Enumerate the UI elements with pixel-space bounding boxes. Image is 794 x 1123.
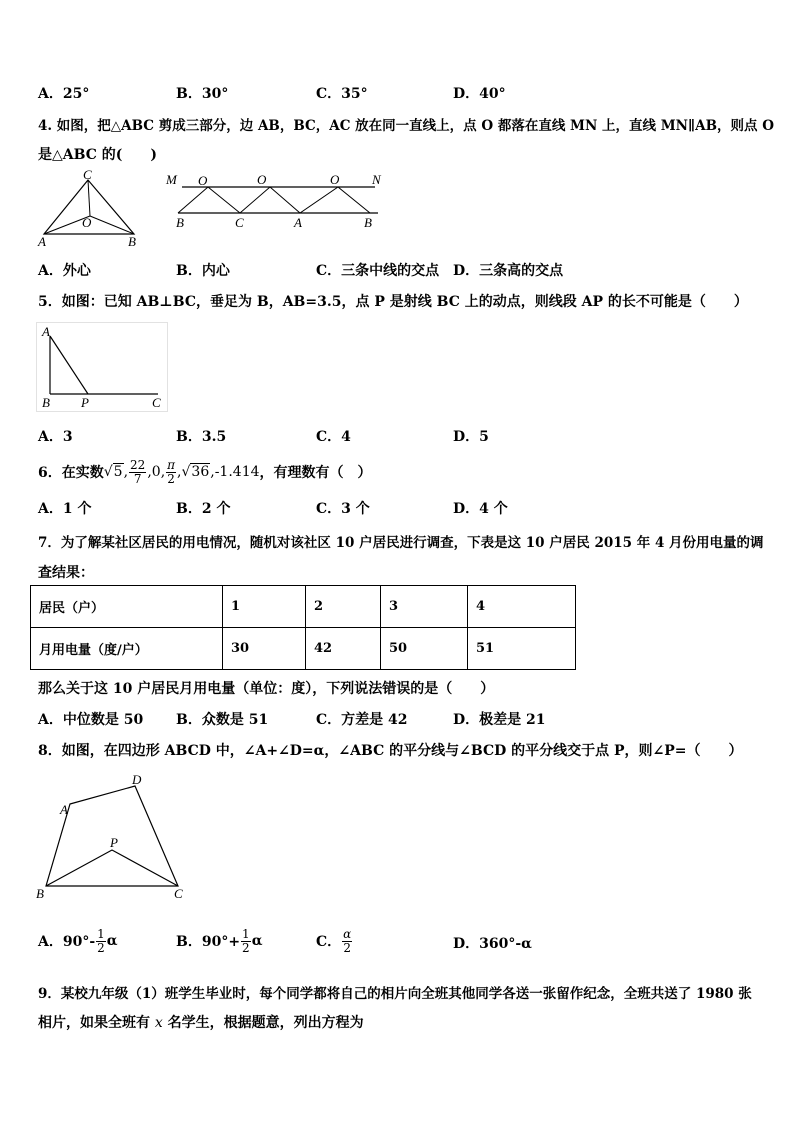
q4-option-b: B．内心 <box>176 263 230 279</box>
q8-fig-label-p: P <box>110 835 118 850</box>
q4-fig2-label-a: A <box>294 215 302 230</box>
q4-stem-line1: 4. 如图，把△ABC 剪成三部分，边 AB，BC，AC 放在同一直线上，点 O 都落在直线 MN 上，直线 MN∥AB，则点 O <box>38 118 774 134</box>
q6-stem: 6．在实数 √5 , $\frac{22}{7}$ , 0 , $\frac{\pi}{2}$ , √36 , -1.414 ，有理数有（ ） <box>38 457 372 486</box>
q6-option-a: A．1 个 <box>38 501 92 517</box>
q5-option-c: C．4 <box>316 429 351 445</box>
q4-fig2-label-o1: O <box>198 173 208 188</box>
table-cell: 居民（户） <box>31 586 223 628</box>
table-row <box>31 628 576 670</box>
q4-fig2-label-o3: O <box>330 172 340 187</box>
q6-option-b: B．2 个 <box>176 501 231 517</box>
q6-frac-pi-2: $\frac{\pi}{2}$ <box>167 457 176 486</box>
table-cell: 50 <box>381 628 468 670</box>
table-cell: 3 <box>381 586 468 628</box>
q4-fig2-label-b1: B <box>176 215 184 230</box>
q7-table <box>30 585 576 670</box>
q4-fig2-label-n: N <box>372 172 381 187</box>
q7-option-d: D．极差是 21 <box>453 712 546 728</box>
q5-option-b: B．3.5 <box>176 429 227 445</box>
q3-option-c: C．35° <box>316 86 368 102</box>
q4-figure-strip <box>160 170 390 232</box>
q7-option-a: A．中位数是 50 <box>38 712 144 728</box>
q5-fig-label-c: C <box>152 395 161 410</box>
q4-fig1-label-c: C <box>83 168 92 182</box>
q4-stem-line2: 是△ABC 的( ) <box>38 147 157 163</box>
q9-stem-line1: 9．某校九年级（1）班学生毕业时，每个同学都将自己的相片向全班其他同学各送一张留作纪念，全班共送了 1980 张 <box>38 986 752 1002</box>
table-cell: 2 <box>306 586 381 628</box>
q7-stem-line1: 7．为了解某社区居民的用电情况，随机对该社区 10 户居民进行调查，下表是这 10 户居民 2015 年 4 月份用电量的调 <box>38 535 764 551</box>
table-cell: 30 <box>223 628 306 670</box>
q4-fig1-label-a: A <box>38 234 46 249</box>
q7-option-c: C．方差是 42 <box>316 712 408 728</box>
q7-stem-line2: 查结果： <box>38 565 94 581</box>
q4-figure-triangle <box>30 168 150 250</box>
q5-fig-label-a: A <box>42 324 50 339</box>
table-cell: 月用电量（度/户） <box>31 628 223 670</box>
table-row <box>31 586 576 628</box>
q7-question: 那么关于这 10 户居民月用电量（单位：度），下列说法错误的是（ ） <box>38 681 495 697</box>
q5-figure <box>36 322 168 412</box>
table-cell: 51 <box>468 628 576 670</box>
q9-stem-line2: 相片，如果全班有 x 名学生，根据题意，列出方程为 <box>38 1015 364 1031</box>
q8-fig-label-d: D <box>132 772 142 787</box>
q4-option-a: A．外心 <box>38 263 91 279</box>
q5-option-a: A．3 <box>38 429 73 445</box>
table-cell: 42 <box>306 628 381 670</box>
q6-sqrt5: 5 <box>113 464 123 480</box>
q4-fig2-label-c: C <box>235 215 244 230</box>
q8-figure <box>30 770 195 905</box>
q8-option-b: B．90°+ $\frac{1}{2}$ α <box>176 926 263 955</box>
q4-fig2-label-o2: O <box>257 172 267 187</box>
q4-option-c: C．三条中线的交点 <box>316 263 440 279</box>
q8-fig-label-c: C <box>174 886 183 901</box>
q3-option-b: B．30° <box>176 86 229 102</box>
q8-fig-label-b: B <box>36 886 44 901</box>
q6-suffix: ，有理数有（ ） <box>259 465 372 481</box>
q6-last-number: -1.414 <box>214 464 260 480</box>
q6-option-c: C．3 个 <box>316 501 370 517</box>
q6-sqrt36: 36 <box>191 464 210 480</box>
q8-option-a: A．90°- $\frac{1}{2}$ α <box>38 926 118 955</box>
table-cell: 1 <box>223 586 306 628</box>
q6-frac-22-7: $\frac{22}{7}$ <box>130 457 146 486</box>
q5-fig-label-b: B <box>42 395 50 410</box>
q5-fig-label-p: P <box>81 395 89 410</box>
q4-option-d: D．三条高的交点 <box>453 263 564 279</box>
q8-stem: 8．如图，在四边形 ABCD 中，∠A+∠D=α，∠ABC 的平分线与∠BCD 的平分线交于点 P，则∠P=（ ） <box>38 743 743 759</box>
q7-option-b: B．众数是 51 <box>176 712 269 728</box>
q4-fig1-label-b: B <box>128 234 136 249</box>
q4-fig2-label-b2: B <box>364 215 372 230</box>
q6-zero: 0 <box>151 464 161 480</box>
q4-fig2-label-m: M <box>166 172 177 187</box>
q8-fig-label-a: A <box>60 802 68 817</box>
q8-option-d: D．360°-α <box>453 936 532 952</box>
table-cell: 4 <box>468 586 576 628</box>
q6-prefix: 6．在实数 <box>38 465 104 481</box>
q5-option-d: D．5 <box>453 429 489 445</box>
q4-fig1-label-o: O <box>82 215 92 230</box>
q6-option-d: D．4 个 <box>453 501 508 517</box>
q3-option-d: D．40° <box>453 86 506 102</box>
q3-option-a: A．25° <box>38 86 90 102</box>
q8-option-c: C． $\frac{\alpha}{2}$ <box>316 926 352 955</box>
q5-stem: 5．如图：已知 AB⊥BC，垂足为 B，AB=3.5，点 P 是射线 BC 上的动点，则线段 AP 的长不可能是（ ） <box>38 294 748 310</box>
